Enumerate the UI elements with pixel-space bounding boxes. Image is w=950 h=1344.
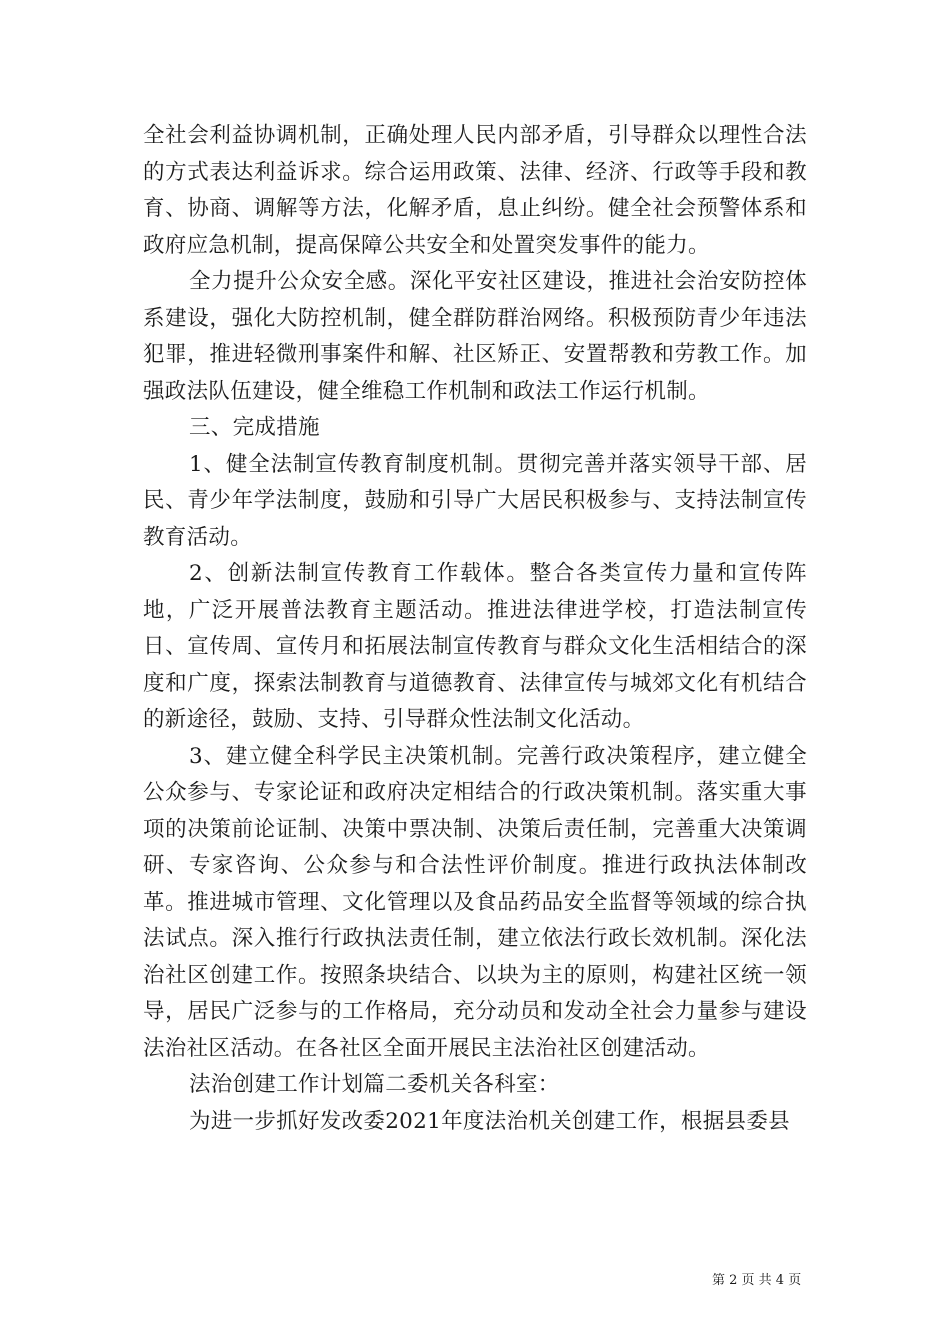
document-body — [143, 118, 807, 1140]
paragraph-measure-3: 3、建立健全科学民主决策机制。完善行政决策程序，建立健全公众参与、专家论证和政府决定相结合的行政决策机制。落实重大事项的决策前论证制、决策中票决制、决策后责任制，完善重大决策调研、专家咨询、公众参与和合法性评价制度。推进行政执法体制改革。推进城市管理、文化管理以及食品药品安全监督等领域的综合执法试点。深入推行行政执法责任制，建立依法行政长效机制。深化法治社区创建工作。按照条块结合、以块为主的原则，构建社区统一领导，居民广泛参与的工作格局，充分动员和发动全社会力量参与建设法治社区活动。在各社区全面开展民主法治社区创建活动。 — [143, 743, 807, 1061]
paragraph-1: 全社会利益协调机制，正确处理人民内部矛盾，引导群众以理性合法的方式表达利益诉求。综合运用政策、法律、经济、行政等手段和教育、协商、调解等方法，化解矛盾，息止纠纷。健全社会预警体系和政府应急机制，提高保障公共安全和处置突发事件的能力。 — [143, 123, 807, 258]
paragraph-2: 全力提升公众安全感。深化平安社区建设，推进社会治安防控体系建设，强化大防控机制，健全群防群治网络。积极预防青少年违法犯罪，推进轻微刑事案件和解、社区矫正、安置帮教和劳教工作。加强政法队伍建设，健全维稳工作机制和政法工作运行机制。 — [143, 269, 807, 404]
paragraph-measure-2: 2、创新法制宣传教育工作载体。整合各类宣传力量和宣传阵地，广泛开展普法教育主题活动。推进法律进学校，打造法制宣传日、宣传周、宣传月和拓展法制宣传教育与群众文化生活相结合的深度和广度，探索法制教育与道德教育、法律宣传与城郊文化有机结合的新途径，鼓励、支持、引导群众性法制文化活动。 — [143, 561, 807, 732]
paragraph-plan-heading: 法治创建工作计划篇二委机关各科室： — [189, 1072, 560, 1097]
paragraph-measure-1: 1、健全法制宣传教育制度机制。贯彻完善并落实领导干部、居民、青少年学法制度，鼓励和引导广大居民积极参与、支持法制宣传教育活动。 — [143, 451, 807, 550]
page-number-footer: 第 2 页 共 4 页 — [712, 1273, 802, 1288]
section-heading: 三、完成措施 — [189, 415, 320, 440]
paragraph-plan-intro: 为进一步抓好发改委2021年度法治机关创建工作，根据县委县 — [189, 1108, 790, 1134]
